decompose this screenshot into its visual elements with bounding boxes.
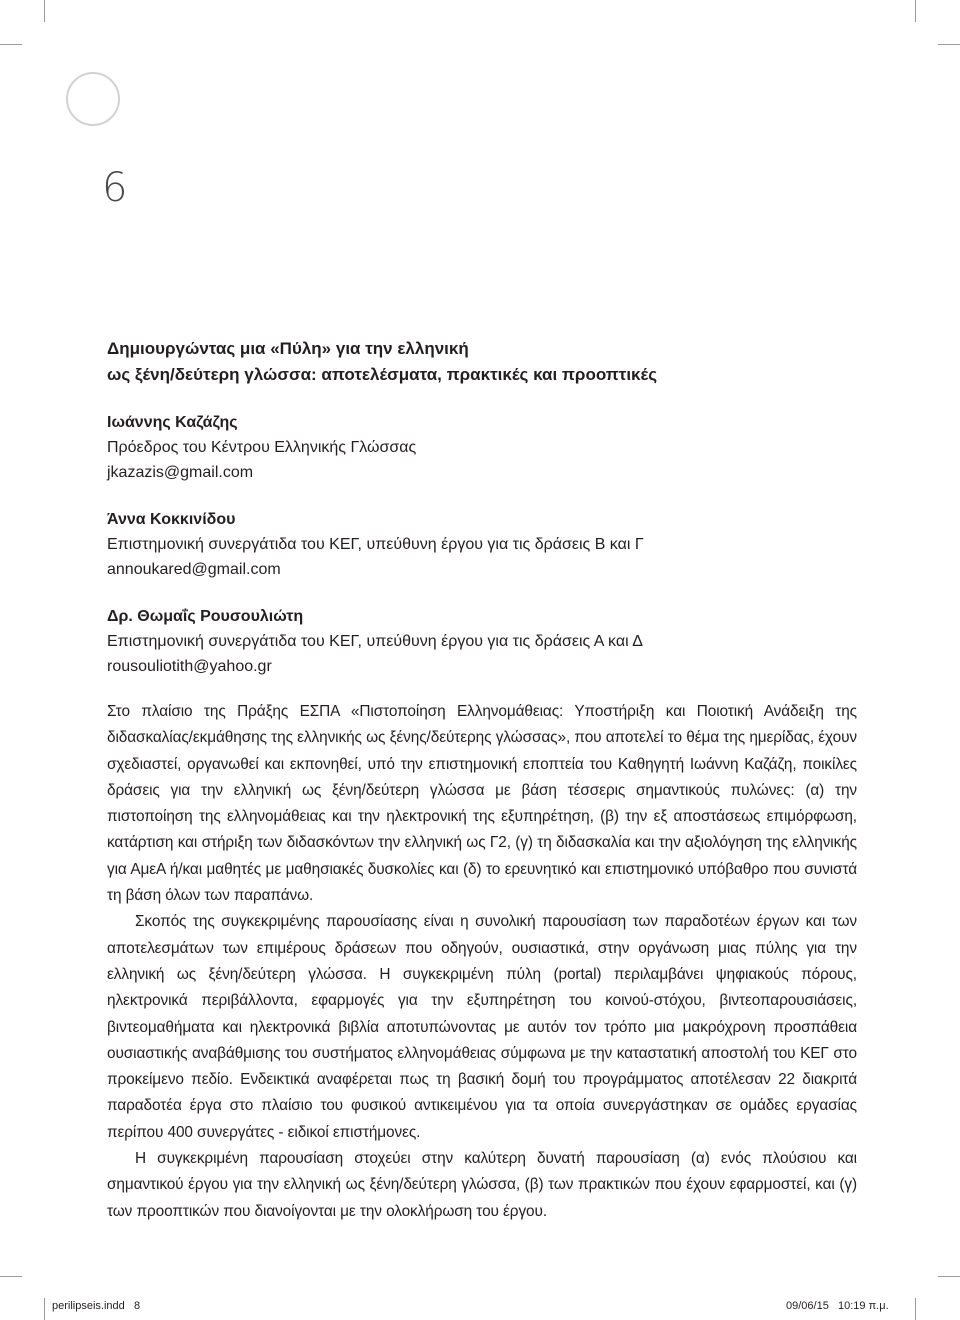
crop-mark bbox=[915, 1298, 916, 1320]
crop-mark bbox=[0, 44, 22, 45]
author-name: Δρ. Θωμαΐς Ρουσουλιώτη bbox=[107, 608, 304, 625]
footer-page: 8 bbox=[133, 1300, 141, 1312]
footer-date: 09/06/15 bbox=[786, 1300, 829, 1312]
paragraph: Στο πλαίσιο της Πράξης ΕΣΠΑ «Πιστοποίηση Ελληνομάθειας: Υποστήριξη και Ποιοτική Ανάδειξη της διδασκαλίας/εκμάθησης της ελληνικής ως ξένης/δεύτερης γλώσσας», που αποτελεί το θέμα της ημερίδας, έχουν σχεδιαστεί, οργανωθεί και εκπονηθεί, υπό την επιστημονική εποπτεία του Καθηγητή Ιωάννη Καζάζη, ποικίλες δράσεις για την ελληνική ως ξένη/δεύτερη γλώσσα με βάση τέσσερις σημαντικούς πυλώνες: (α) την πιστοποίηση της ελληνομάθειας και την ηλεκτρονική της εξυπηρέτηση, (β) την εξ αποστάσεως επιμόρφωση, κατάρτιση και στήριξη των διδασκόντων την ελληνική ως Γ2, (γ) τη διδασκαλία και την αξιολόγηση της ελληνικής για ΑμεΑ ή/και μαθητές με μαθησιακές δυσκολίες και (δ) το ερευνητικό και επιστημονικό υπόβαθρο που συνιστά τη βάση όλων των παραπάνω. bbox=[107, 703, 857, 905]
decorative-circle bbox=[66, 72, 120, 126]
crop-mark bbox=[44, 0, 45, 22]
footer-file bbox=[52, 1300, 140, 1312]
crop-mark bbox=[0, 1276, 22, 1277]
footer-timestamp bbox=[786, 1300, 889, 1312]
article bbox=[107, 336, 857, 1225]
title-line: ως ξένη/δεύτερη γλώσσα: αποτελέσματα, πρακτικές και προοπτικές bbox=[107, 365, 658, 384]
author-email: rousouliotith@yahoo.gr bbox=[107, 658, 272, 675]
author-name: Άννα Κοκκινίδου bbox=[107, 511, 236, 528]
author-block bbox=[107, 410, 857, 485]
crop-mark bbox=[938, 44, 960, 45]
author-email: jkazazis@gmail.com bbox=[107, 464, 254, 481]
paragraph: Σκοπός της συγκεκριμένης παρουσίασης είναι η συνολική παρουσίαση των παραδοτέων έργων και των αποτελεσμάτων των επιμέρους δράσεων που οδηγούν, ουσιαστικά, στην οργάνωση μιας πύλης για την ελληνική ως ξένη/δεύτερη γλώσσα. Η συγκεκριμένη πύλη (portal) περιλαμβάνει ψηφιακούς πόρους, ηλεκτρονικά περιβάλλοντα, εφαρμογές για την εξυπηρέτηση του κοινού-στόχου, βιντεοπαρουσιάσεις, βιντεομαθήματα και ηλεκτρονικά βιβλία αποτυπώνοντας με αυτόν τον τρόπο μια μακρόχρονη προσπάθεια ουσιαστικής αναβάθμισης του συστήματος ελληνομάθειας σύμφωνα με την καταστατική αποστολή του ΚΕΓ στο προκείμενο πεδίο. Ενδεικτικά αναφέρεται πως τη βασική δομή του προγράμματος αποτέλεσαν 22 διακριτά παραδοτέα έργα στο πλαίσιο του φυσικού αντικειμένου για τα οποία συνεργάστηκαν σε ομάδες εργασίας περίπου 400 συνεργάτες - ειδικοί επιστήμονες. bbox=[107, 913, 857, 1141]
author-role: Πρόεδρος του Κέντρου Ελληνικής Γλώσσας bbox=[107, 439, 417, 456]
author-block bbox=[107, 507, 857, 582]
abstract-body bbox=[107, 699, 857, 1225]
footer-time: 10:19 π.μ. bbox=[838, 1300, 889, 1312]
author-role: Επιστημονική συνεργάτιδα του ΚΕΓ, υπεύθυνη έργου για τις δράσεις Β και Γ bbox=[107, 536, 644, 553]
title-line: Δημιουργώντας μια «Πύλη» για την ελληνική bbox=[107, 339, 469, 358]
footer-filename: perilipseis.indd bbox=[52, 1300, 125, 1312]
page-number: 6 bbox=[102, 165, 128, 211]
author-name: Ιωάννης Καζάζης bbox=[107, 414, 238, 431]
article-title bbox=[107, 336, 857, 388]
crop-mark bbox=[938, 1276, 960, 1277]
crop-mark bbox=[915, 0, 916, 22]
author-email: annoukared@gmail.com bbox=[107, 561, 281, 578]
paragraph: Η συγκεκριμένη παρουσίαση στοχεύει στην καλύτερη δυνατή παρουσίαση (α) ενός πλούσιου και σημαντικού έργου για την ελληνική ως ξένη/δεύτερη γλώσσα, (β) των πρακτικών που έχουν εφαρμοστεί, και (γ) των προοπτικών που διανοίγονται με την ολοκλήρωση του έργου. bbox=[107, 1150, 857, 1220]
author-block bbox=[107, 604, 857, 679]
crop-mark bbox=[44, 1298, 45, 1320]
author-role: Επιστημονική συνεργάτιδα του ΚΕΓ, υπεύθυνη έργου για τις δράσεις Α και Δ bbox=[107, 633, 643, 650]
